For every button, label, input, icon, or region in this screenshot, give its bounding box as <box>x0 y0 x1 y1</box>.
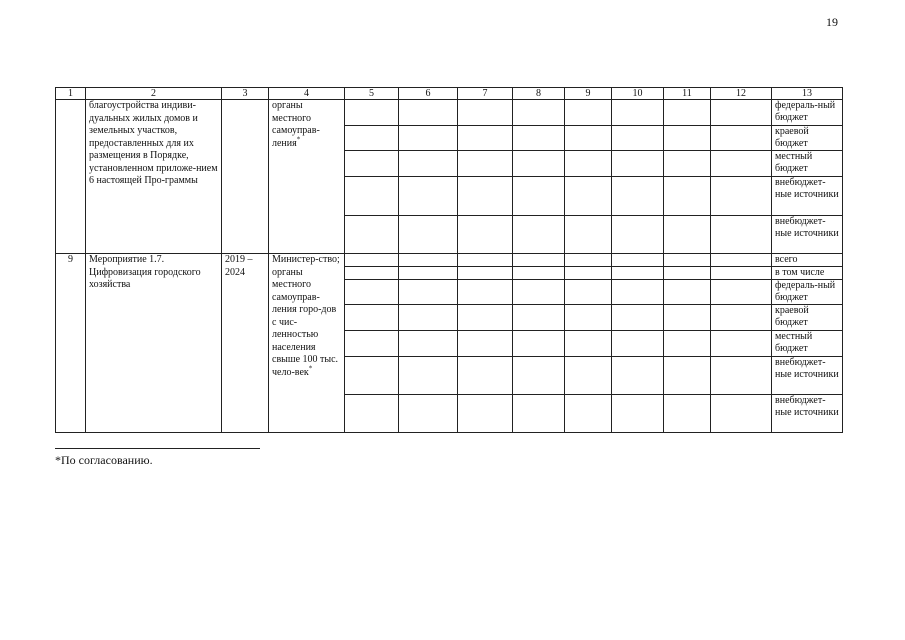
column-number-header: 4 <box>269 88 345 100</box>
footnote-mark: * <box>308 364 313 373</box>
column-number-header: 9 <box>565 88 612 100</box>
table-row <box>56 254 843 267</box>
funding-source-cell: краевой бюджет <box>772 305 843 331</box>
funding-source-cell: федераль-ный бюджет <box>772 280 843 305</box>
column-number-header: 5 <box>345 88 399 100</box>
row-number-cell <box>56 100 86 254</box>
funding-source-cell: местный бюджет <box>772 151 843 177</box>
executor-cell <box>269 100 345 254</box>
financing-table <box>55 87 843 433</box>
column-number-header: 12 <box>711 88 772 100</box>
executor-text: органы местного самоуправ-ления <box>272 100 320 149</box>
column-number-header: 7 <box>458 88 513 100</box>
column-number-row <box>56 88 843 100</box>
column-number-header: 3 <box>222 88 269 100</box>
funding-source-cell: внебюджет-ные источники <box>772 357 843 395</box>
column-number-header: 8 <box>513 88 565 100</box>
funding-source-cell: всего <box>772 254 843 267</box>
row-number-cell: 9 <box>56 254 86 433</box>
footnote: *По согласованию. <box>55 453 153 467</box>
column-number-header: 2 <box>86 88 222 100</box>
column-number-header: 6 <box>399 88 458 100</box>
page-number: 19 <box>826 15 838 29</box>
funding-source-cell: внебюджет-ные источники <box>772 177 843 216</box>
period-cell: 2019 – 2024 <box>222 254 269 433</box>
footnote-mark: * <box>296 135 301 144</box>
column-number-header: 10 <box>612 88 664 100</box>
funding-source-cell: местный бюджет <box>772 331 843 357</box>
period-cell <box>222 100 269 254</box>
footnote-rule <box>55 448 260 449</box>
funding-source-cell: в том числе <box>772 267 843 280</box>
executor-cell <box>269 254 345 433</box>
event-name-cell: Мероприятие 1.7. Цифровизация городского хозяйства <box>86 254 222 433</box>
column-number-header: 1 <box>56 88 86 100</box>
event-name-cell: благоустройства индиви-дуальных жилых домов и земельных участков, предоставленных для их размещения в Порядке, установленном приложе-нием 6 настоящей Про-граммы <box>86 100 222 254</box>
funding-source-cell: внебюджет-ные источники <box>772 216 843 254</box>
column-number-header: 13 <box>772 88 843 100</box>
column-number-header: 11 <box>664 88 711 100</box>
funding-source-cell: внебюджет-ные источники <box>772 395 843 433</box>
funding-source-cell: федераль-ный бюджет <box>772 100 843 126</box>
executor-text: Министер-ство; органы местного самоуправ-ления горо-дов с чис-ленностью населения свыше 100 тыс. чело-век <box>272 254 340 378</box>
table-row <box>56 100 843 126</box>
funding-source-cell: краевой бюджет <box>772 126 843 151</box>
